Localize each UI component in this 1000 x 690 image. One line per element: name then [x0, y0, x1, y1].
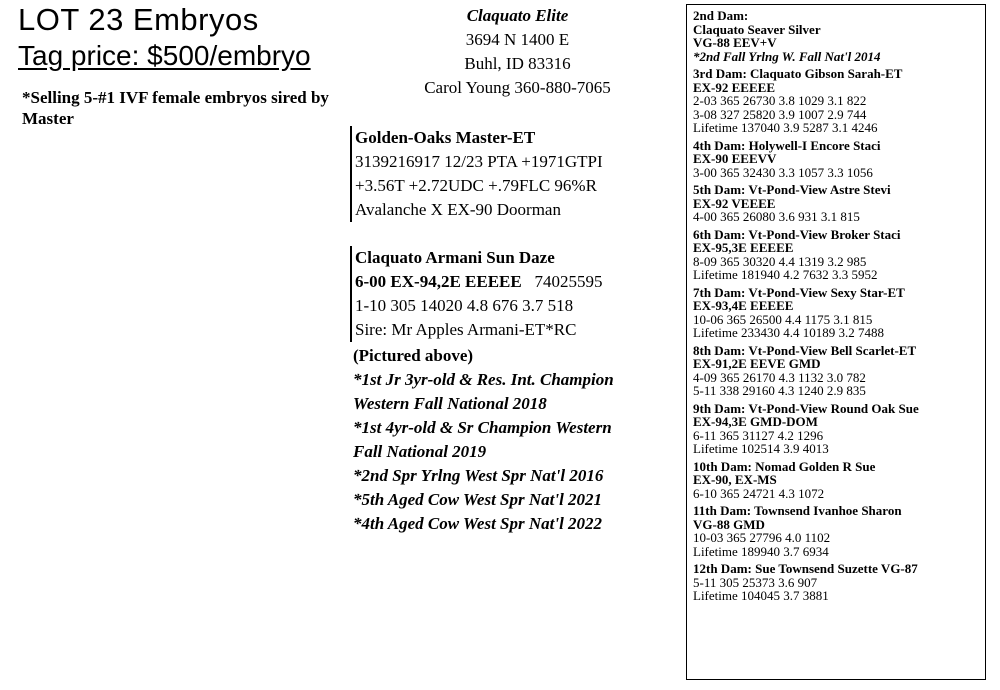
ancestor-title: 5th Dam: Vt-Pond-View Astre Stevi	[693, 182, 891, 197]
ancestor-6th-dam	[693, 228, 979, 282]
ancestor-class: EX-91,2E EEVE GMD	[693, 356, 821, 371]
ancestor-class: EX-90 EEEVV	[693, 151, 777, 166]
dam-awards	[353, 344, 614, 536]
ancestor-class: EX-94,3E GMD-DOM	[693, 414, 818, 429]
ancestor-record: 8-09 365 30320 4.4 1319 3.2 985	[693, 253, 867, 269]
ancestor-record: Lifetime 181940 4.2 7632 3.3 5952	[693, 267, 878, 282]
ancestor-class: EX-92 EEEEE	[693, 79, 775, 95]
ancestor-3rd-dam	[693, 67, 979, 135]
dam-pictured: (Pictured above)	[353, 346, 474, 365]
dam-reg-number: 74025595	[534, 272, 603, 291]
award-line: Western Fall National 2018	[353, 394, 547, 413]
ancestor-title: 10th Dam: Nomad Golden R Sue	[693, 458, 876, 474]
ancestor-record: Lifetime 189940 3.7 6934	[693, 543, 829, 559]
award-line: *5th Aged Cow West Spr Nat'l 2021	[353, 490, 603, 509]
award-line: Fall National 2019	[353, 442, 487, 461]
ancestor-name: Claquato Seaver Silver	[693, 21, 821, 37]
ancestor-title: 8th Dam: Vt-Pond-View Bell Scarlet-ET	[693, 342, 917, 358]
ancestor-title: 6th Dam: Vt-Pond-View Broker Staci	[693, 226, 901, 242]
ancestry-box	[686, 4, 986, 680]
seller-name: Claquato Elite	[466, 6, 569, 25]
seller-address-line2: Buhl, ID 83316	[464, 54, 571, 73]
ancestor-record: 4-09 365 26170 4.3 1132 3.0 782	[693, 369, 866, 385]
dam-sire-line: Sire: Mr Apples Armani-ET*RC	[355, 320, 577, 339]
ancestor-class: EX-90, EX-MS	[693, 472, 777, 487]
ancestor-note: *2nd Fall Yrlng W. Fall Nat'l 2014	[693, 48, 881, 64]
sire-line3: Avalanche X EX-90 Doorman	[355, 200, 561, 219]
ancestor-7th-dam	[693, 286, 979, 340]
dam-name: Claquato Armani Sun Daze	[355, 248, 555, 267]
ancestor-class: VG-88 EEV+V	[693, 35, 777, 50]
ancestor-title: 2nd Dam:	[693, 8, 749, 23]
ancestor-record: 2-03 365 26730 3.8 1029 3.1 822	[693, 93, 867, 108]
ancestor-class: EX-95,3E EEEEE	[693, 240, 794, 255]
selling-note: *Selling 5-#1 IVF female embryos sired by Master	[22, 88, 329, 128]
ancestor-10th-dam	[693, 460, 979, 501]
ancestor-class: EX-92 VEEEE	[693, 195, 776, 211]
ancestor-title: 12th Dam: Sue Townsend Suzette VG-87	[693, 561, 918, 576]
seller-address-line1: 3694 N 1400 E	[465, 30, 570, 49]
seller-info	[380, 4, 655, 100]
sire-line2: +3.56T +2.72UDC +.79FLC 96%R	[355, 176, 597, 195]
ancestor-title: 7th Dam: Vt-Pond-View Sexy Star-ET	[693, 284, 905, 300]
lot-title: LOT 23 Embryos	[18, 2, 259, 37]
ancestor-record: 6-10 365 24721 4.3 1072	[693, 485, 825, 501]
ancestor-title: 11th Dam: Townsend Ivanhoe Sharon	[693, 503, 902, 518]
ancestor-record: 4-00 365 26080 3.6 931 3.1 815	[693, 209, 860, 224]
ancestor-record: 10-03 365 27796 4.0 1102	[693, 530, 831, 545]
award-line: *1st Jr 3yr-old & Res. Int. Champion	[353, 370, 614, 389]
ancestor-record: 5-11 338 29160 4.3 1240 2.9 835	[693, 383, 866, 398]
ancestor-record: 10-06 365 26500 4.4 1175 3.1 815	[693, 311, 873, 327]
dam-block	[350, 246, 602, 342]
ancestor-12th-dam	[693, 562, 979, 603]
ancestor-11th-dam	[693, 504, 979, 558]
ancestor-4th-dam	[693, 139, 979, 180]
ancestor-title: 3rd Dam: Claquato Gibson Sarah-ET	[693, 66, 903, 81]
dam-class: 6-00 EX-94,2E EEEEE	[355, 272, 522, 291]
award-line: *2nd Spr Yrlng West Spr Nat'l 2016	[353, 466, 604, 485]
ancestor-record: Lifetime 102514 3.9 4013	[693, 441, 829, 456]
ancestor-class: EX-93,4E EEEEE	[693, 298, 794, 313]
dam-class-row	[355, 270, 602, 294]
tag-price: Tag price: $500/embryo	[18, 40, 311, 71]
ancestor-title: 9th Dam: Vt-Pond-View Round Oak Sue	[693, 400, 919, 416]
sire-line1: 3139216917 12/23 PTA +1971GTPI	[355, 152, 603, 171]
ancestor-2nd-dam	[693, 9, 979, 63]
ancestor-title: 4th Dam: Holywell-I Encore Staci	[693, 137, 881, 153]
ancestor-5th-dam	[693, 183, 979, 224]
sire-name: Golden-Oaks Master-ET	[355, 128, 536, 147]
ancestor-class: VG-88 GMD	[693, 516, 765, 532]
ancestor-record: Lifetime 233430 4.4 10189 3.2 7488	[693, 325, 885, 340]
award-line: *1st 4yr-old & Sr Champion Western	[353, 418, 612, 437]
ancestor-record: 3-00 365 32430 3.3 1057 3.3 1056	[693, 164, 873, 180]
ancestor-8th-dam	[693, 344, 979, 398]
dam-record: 1-10 305 14020 4.8 676 3.7 518	[355, 296, 574, 315]
ancestor-record: Lifetime 104045 3.7 3881	[693, 588, 829, 603]
ancestor-record: 5-11 305 25373 3.6 907	[693, 574, 818, 590]
sire-block	[350, 126, 603, 222]
seller-contact: Carol Young 360-880-7065	[424, 78, 611, 97]
ancestor-record: 6-11 365 31127 4.2 1296	[693, 427, 824, 443]
award-line: *4th Aged Cow West Spr Nat'l 2022	[353, 514, 603, 533]
ancestor-9th-dam	[693, 402, 979, 456]
ancestor-record: 3-08 327 25820 3.9 1007 2.9 744	[693, 106, 867, 122]
ancestor-record: Lifetime 137040 3.9 5287 3.1 4246	[693, 120, 878, 135]
